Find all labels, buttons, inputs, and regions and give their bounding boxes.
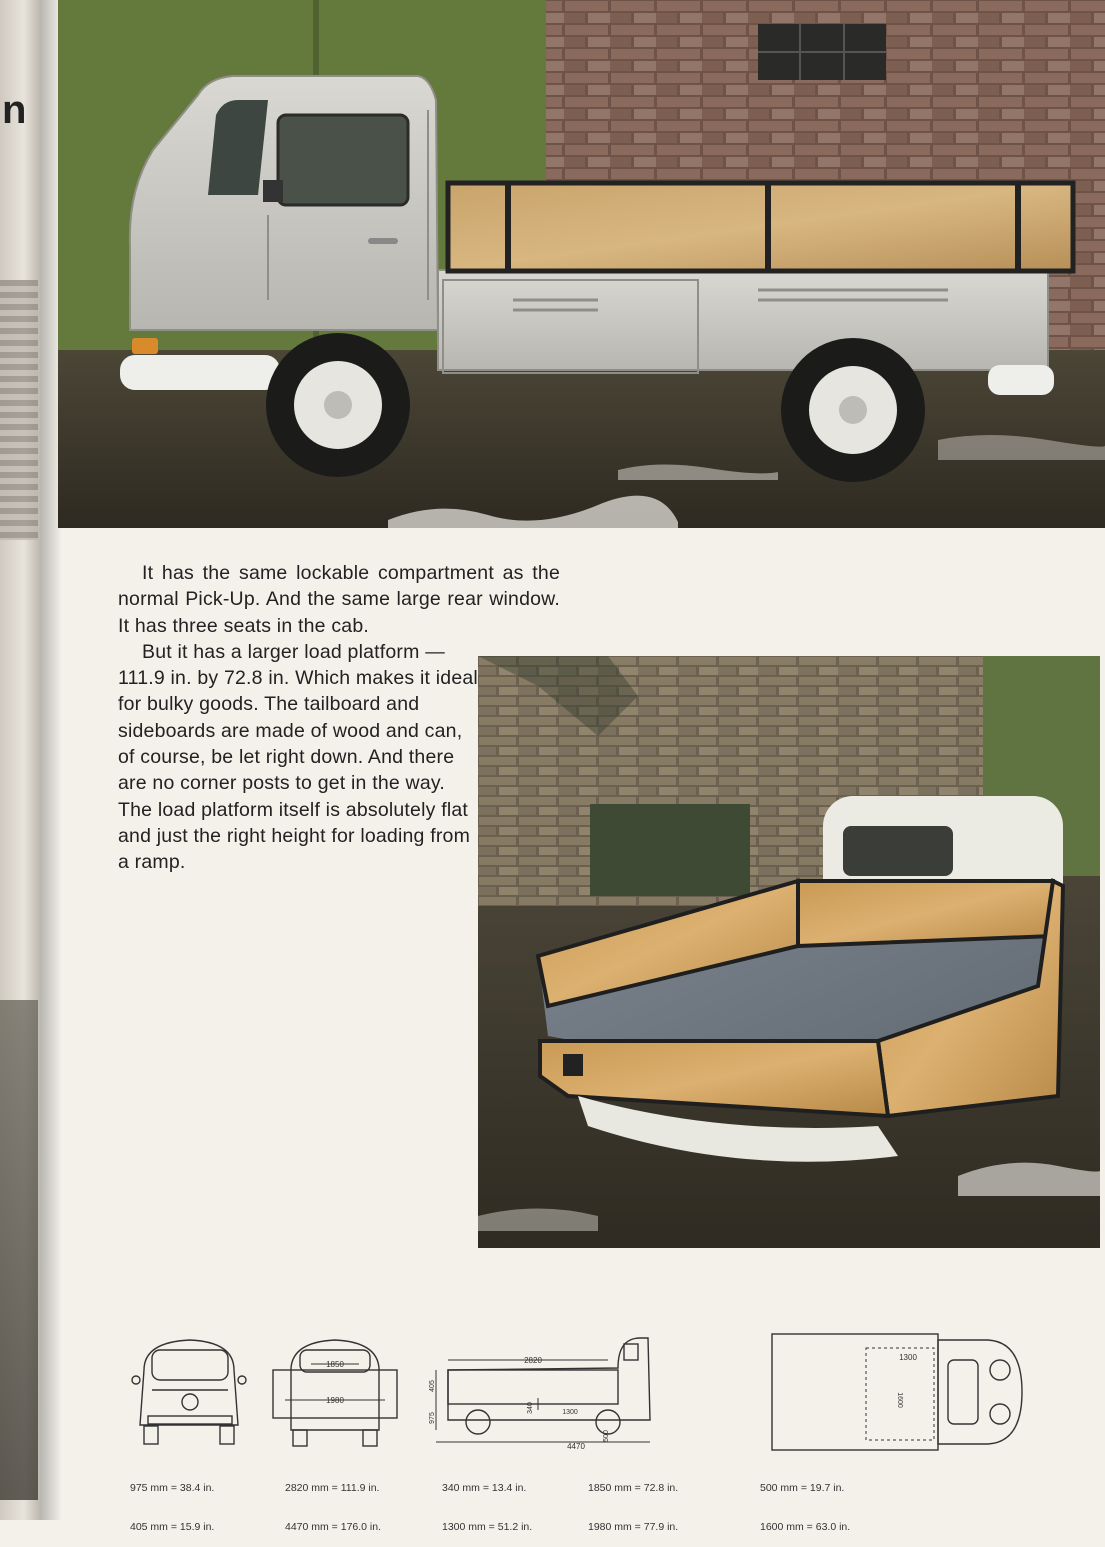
photo-load-platform-rear-view: [478, 656, 1100, 1248]
dim-cab: 1300: [562, 1409, 578, 1416]
paragraph-compartment: It has the same lockable compartment as the normal Pick-Up. And the same large rear window. It has three seats in the cab.: [118, 562, 560, 637]
dim-rear-bottom: 1980: [326, 1396, 344, 1405]
caption-length-dims: [285, 1456, 381, 1547]
previous-page-image-fragment: [0, 280, 38, 540]
caption-line: 1850 mm = 72.8 in.: [588, 1482, 679, 1494]
dim-total-length: 4470: [567, 1442, 585, 1451]
previous-page-edge: [0, 0, 40, 1520]
dim-step: 340: [527, 1402, 534, 1414]
caption-line: 1980 mm = 77.9 in.: [588, 1521, 679, 1533]
dim-platform-height: 975: [429, 1412, 436, 1424]
diagram-top-view: [768, 1330, 1028, 1455]
dim-ground: 500: [603, 1430, 610, 1442]
dim-top-width-b: 1600: [896, 1392, 903, 1408]
dim-top-width-a: 1300: [899, 1353, 917, 1362]
paragraph-load-platform: But it has a larger load platform — 111.9 in. by 72.8 in. Which makes it ideal for bulky goods. The tailboard and sideboards are made of wood and can, of course, be let right down. And there are no corner posts to get in the way. The load platform itself is absolutely flat and just the right height for loading from a ramp.: [118, 640, 478, 874]
dim-platform-length: 2820: [524, 1356, 542, 1365]
caption-width-dims: [588, 1456, 678, 1547]
caption-line: 500 mm = 19.7 in.: [760, 1482, 845, 1494]
diagram-side-view: [428, 1330, 658, 1455]
photo-pickup-side-view: [58, 0, 1105, 528]
caption-line: 405 mm = 15.9 in.: [130, 1521, 215, 1533]
caption-line: 975 mm = 38.4 in.: [130, 1482, 215, 1494]
caption-step-dims: [442, 1456, 532, 1547]
dim-rear-top: 1850: [326, 1360, 344, 1369]
caption-line: 4470 mm = 176.0 in.: [285, 1521, 382, 1533]
caption-line: 1300 mm = 51.2 in.: [442, 1521, 533, 1533]
caption-top-dims: [760, 1456, 850, 1547]
dim-side-height: 405: [429, 1380, 436, 1392]
caption-line: 1600 mm = 63.0 in.: [760, 1521, 851, 1533]
previous-page-letter: n: [2, 88, 27, 132]
caption-front-dims: [130, 1456, 214, 1547]
previous-page-image-fragment-lower: [0, 1000, 38, 1500]
diagram-front-view: [122, 1330, 257, 1450]
caption-line: 2820 mm = 111.9 in.: [285, 1482, 380, 1494]
diagram-rear-view: [265, 1330, 405, 1450]
caption-line: 340 mm = 13.4 in.: [442, 1482, 527, 1494]
